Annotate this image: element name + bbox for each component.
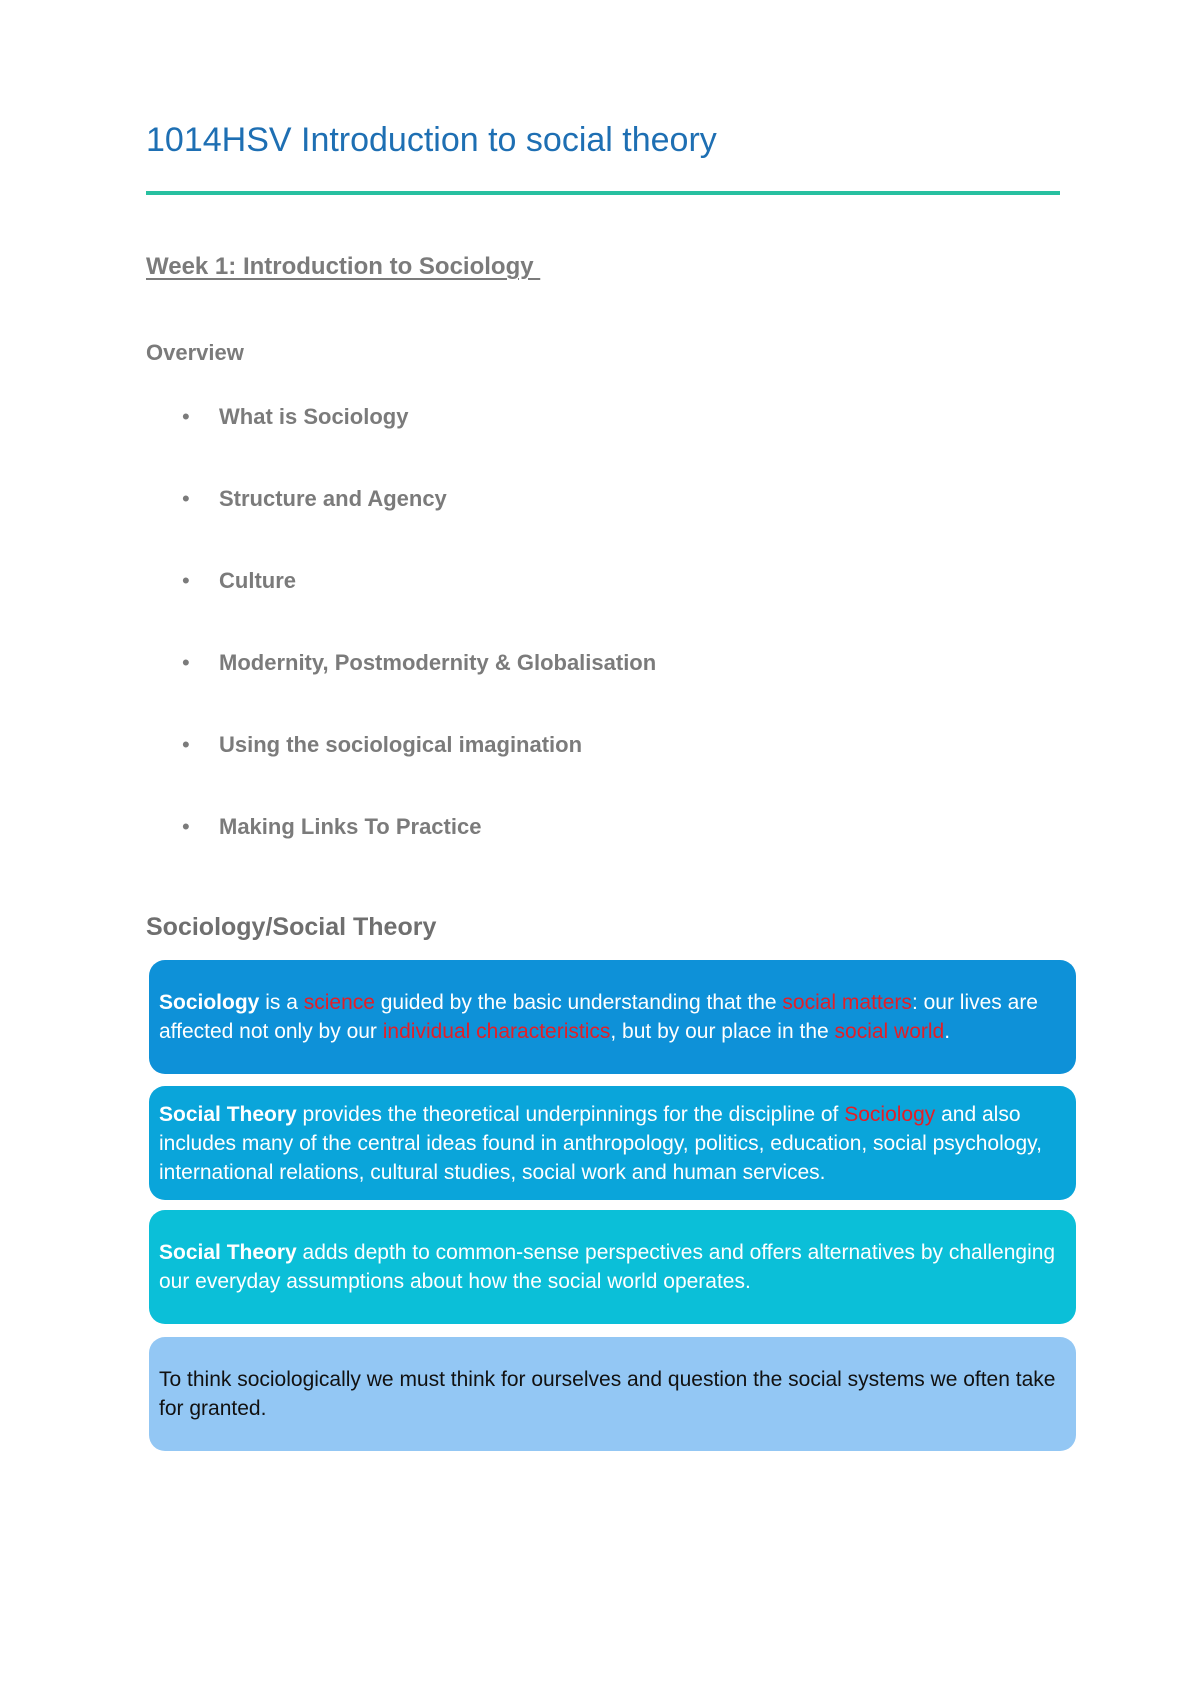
highlight-social-world: social world	[834, 1020, 945, 1043]
text-run: : our lives are affected not only by our	[159, 991, 1038, 1043]
bullet-icon: •	[182, 814, 190, 839]
bullet-icon: •	[182, 486, 190, 511]
text-run: , but by our place in the	[610, 1020, 835, 1043]
box-text	[159, 1365, 1066, 1423]
think-sociologically-box	[149, 1337, 1076, 1451]
text-run: provides the theoretical underpinnings for the discipline of	[296, 1102, 845, 1126]
bullet-icon: •	[182, 650, 190, 675]
box-text	[159, 1100, 1066, 1187]
term-social-theory: Social Theory	[159, 1102, 297, 1126]
highlight-science: science	[303, 991, 375, 1014]
overview-item-label: Structure and Agency	[219, 486, 447, 511]
term-sociology: Sociology	[159, 991, 260, 1014]
definition-box-sociology	[149, 960, 1076, 1074]
overview-item-label: Making Links To Practice	[219, 814, 482, 839]
text-run: To think sociologically we must think for ourselves and question the social systems we often take for granted.	[159, 1368, 1056, 1420]
highlight-social-matters: social matters	[782, 991, 912, 1014]
text-run: guided by the basic understanding that the	[374, 991, 783, 1014]
text-run: is a	[259, 991, 304, 1014]
document-title: 1014HSV Introduction to social theory	[146, 121, 717, 159]
title-divider	[146, 191, 1060, 195]
box-text	[159, 988, 1066, 1046]
overview-item-label: Culture	[219, 568, 296, 593]
overview-item-label: Using the sociological imagination	[219, 732, 583, 757]
box-text	[159, 1238, 1066, 1296]
bullet-icon: •	[182, 568, 190, 593]
text-run: .	[944, 1020, 951, 1043]
highlight-sociology: Sociology	[844, 1102, 936, 1126]
section-heading: Sociology/Social Theory	[146, 913, 437, 941]
text-run: and also includes many of the central ideas found in anthropology, politics, education, social psychology, international relations, cultural studies, social work and human services.	[159, 1102, 1042, 1184]
social-theory-depth-box	[149, 1210, 1076, 1324]
overview-item-label: What is Sociology	[219, 404, 409, 429]
bullet-icon: •	[182, 404, 190, 429]
overview-item-label: Modernity, Postmodernity & Globalisation	[219, 650, 657, 675]
week-heading: Week 1: Introduction to Sociology	[146, 253, 541, 280]
text-run: adds depth to common-sense perspectives and offers alternatives by challenging our everyday assumptions about how the social world operates.	[159, 1241, 1056, 1293]
bullet-icon: •	[182, 732, 190, 757]
overview-heading: Overview	[146, 340, 244, 365]
definition-box-social-theory	[149, 1086, 1076, 1200]
term-social-theory: Social Theory	[159, 1241, 297, 1264]
highlight-individual-characteristics: individual characteristics	[382, 1020, 611, 1043]
